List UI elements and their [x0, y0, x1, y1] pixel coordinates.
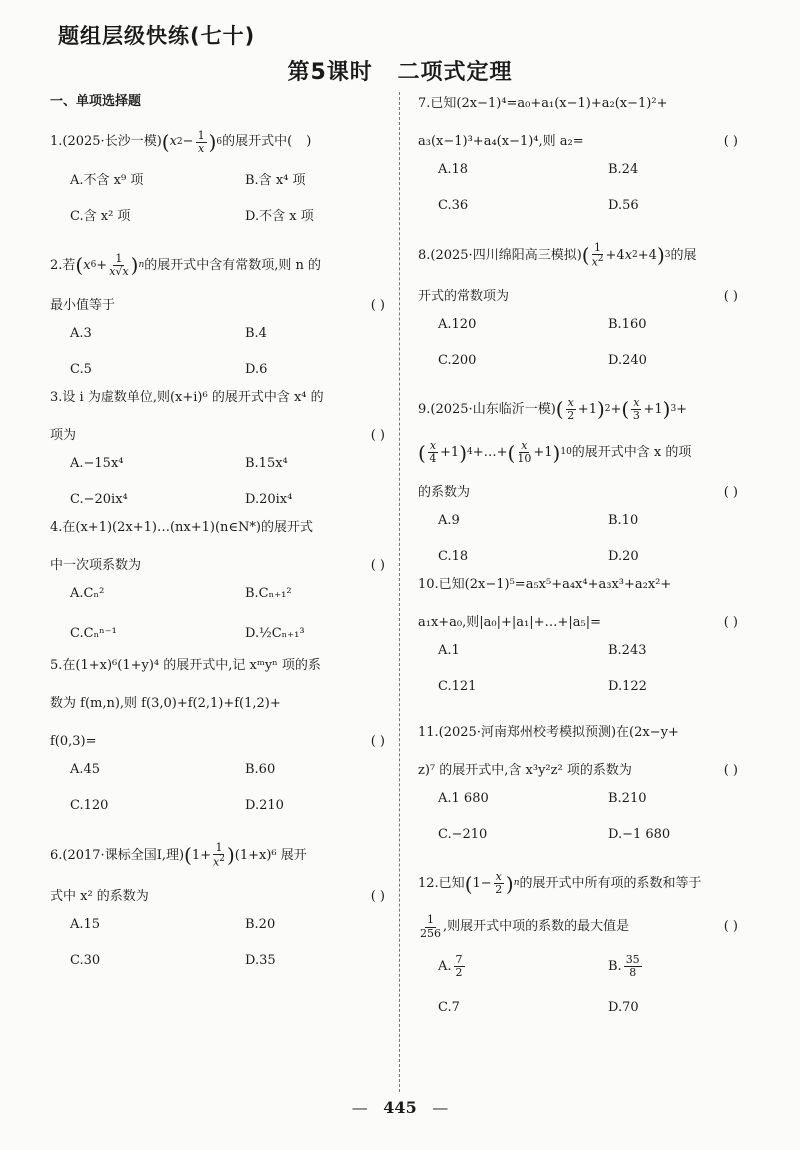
- left-column: [50, 94, 385, 979]
- q11-option-a[interactable]: A.1 680: [438, 791, 489, 807]
- q3-option-d[interactable]: D.20ix⁴: [245, 492, 293, 508]
- q10-option-d[interactable]: D.122: [608, 679, 647, 695]
- q9-option-c[interactable]: C.18: [438, 549, 469, 565]
- lesson-title: [0, 55, 800, 86]
- q10-option-b[interactable]: B.243: [608, 643, 647, 659]
- question-9: 9.(2025·山东临沂一模) ( $\frac{x}{2}$ +1 ) 2 + ( $\frac{x}{3}$ +1 ) 3 + ( $\frac{x}{4}$ +1 ) 4 +…+ ( $\frac{x}{10}$ +1 ) 10 的展开式中含 x 的项 的系数为 ( ) A.9 B.10 C.18 D.20: [418, 397, 738, 575]
- q7-option-a[interactable]: A.18: [438, 162, 469, 178]
- q7-option-d[interactable]: D.56: [608, 198, 639, 214]
- q8-option-a[interactable]: A.120: [438, 317, 477, 333]
- question-5: 5.在(1+x)⁶(1+y)⁴ 的展开式中,记 xᵐyⁿ 项的系 数为 f(m,n),则 f(3,0)+f(2,1)+f(1,2)+ f(0,3)= ( ) A.45 B.60 C.120 D.210: [50, 656, 385, 824]
- q4-option-d[interactable]: D.½Cₙ₊₁³: [245, 626, 305, 642]
- q4-option-a[interactable]: A.Cₙ²: [70, 586, 105, 602]
- section-heading: 一、单项选择题: [50, 94, 142, 109]
- page-header-series: 题组层级快练(七十): [58, 24, 256, 48]
- q10-option-a[interactable]: A.1: [438, 643, 460, 659]
- q4-option-b[interactable]: B.Cₙ₊₁²: [245, 586, 292, 602]
- q1-option-a[interactable]: A.不含 x⁹ 项: [70, 172, 144, 188]
- q6-option-b[interactable]: B.20: [245, 917, 276, 933]
- q11-option-d[interactable]: D.−1 680: [608, 827, 671, 843]
- question-4: 4.在(x+1)(2x+1)…(nx+1)(n∈N*)的展开式 中一次项系数为 ( ) A.Cₙ² B.Cₙ₊₁² C.Cₙⁿ⁻¹ D.½Cₙ₊₁³: [50, 518, 385, 656]
- q1-option-c[interactable]: C.含 x² 项: [70, 208, 131, 224]
- question-1: 1.(2025·长沙一模) ( x 2 − $\frac{1}{x}$ ) 6 的展开式中( ) A.不含 x⁹ 项 B.含 x⁴ 项 C.含 x² 项 D.不含 x 项: [50, 130, 385, 235]
- question-3: 3.设 i 为虚数单位,则(x+i)⁶ 的展开式中含 x⁴ 的 项为 ( ) A.−15x⁴ B.15x⁴ C.−20ix⁴ D.20ix⁴: [50, 388, 385, 518]
- q5-option-a[interactable]: A.45: [70, 762, 101, 778]
- q5-option-b[interactable]: B.60: [245, 762, 276, 778]
- q8-option-b[interactable]: B.160: [608, 317, 647, 333]
- q12-option-a[interactable]: A. $\frac{7}{2}$: [438, 953, 463, 980]
- lesson-number: 第5课时: [287, 60, 373, 85]
- question-10: 10.已知(2x−1)⁵=a₅x⁵+a₄x⁴+a₃x³+a₂x²+ a₁x+a₀,则|a₀|+|a₁|+…+|a₅|= ( ) A.1 B.243 C.121 D.122: [418, 575, 738, 705]
- q6-option-a[interactable]: A.15: [70, 917, 101, 933]
- right-column: [418, 94, 738, 1026]
- q1-option-d[interactable]: D.不含 x 项: [245, 208, 314, 224]
- q5-option-c[interactable]: C.120: [70, 798, 109, 814]
- q11-option-b[interactable]: B.210: [608, 791, 647, 807]
- q8-option-c[interactable]: C.200: [438, 353, 477, 369]
- q1-option-b[interactable]: B.含 x⁴ 项: [245, 172, 306, 188]
- q2-option-a[interactable]: A.3: [70, 326, 92, 342]
- page-footer: — 445 —: [351, 1098, 449, 1117]
- q9-option-b[interactable]: B.10: [608, 513, 639, 529]
- q4-option-c[interactable]: C.Cₙⁿ⁻¹: [70, 626, 117, 642]
- q11-option-c[interactable]: C.−210: [438, 827, 488, 843]
- lesson-name: 二项式定理: [397, 60, 513, 85]
- q6-option-d[interactable]: D.35: [245, 953, 276, 969]
- question-2: 2.若 ( x 6 + $\frac{1}{x√x}$ ) n 的展开式中含有常数项,则 n 的 最小值等于 ( ) A.3 B.4 C.5 D.6: [50, 253, 385, 388]
- q7-option-b[interactable]: B.24: [608, 162, 639, 178]
- question-12: 12.已知 ( 1− $\frac{x}{2}$ ) n 的展开式中所有项的系数和等于 $\frac{1}{256}$ ,则展开式中项的系数的最大值是 ( ) A. $\frac{7}{2}$ B. $\frac{35}{8}$ C.7 D.70: [418, 871, 738, 1025]
- q3-option-a[interactable]: A.−15x⁴: [70, 456, 124, 472]
- q5-option-d[interactable]: D.210: [245, 798, 284, 814]
- question-11: 11.(2025·河南郑州校考模拟预测)在(2x−y+ z)⁷ 的展开式中,含 x³y²z² 项的系数为 ( ) A.1 680 B.210 C.−210 D.−1 680: [418, 723, 738, 853]
- q12-option-b[interactable]: B. $\frac{35}{8}$: [608, 953, 640, 980]
- q3-option-b[interactable]: B.15x⁴: [245, 456, 288, 472]
- q2-option-d[interactable]: D.6: [245, 362, 268, 378]
- q12-option-d[interactable]: D.70: [608, 999, 639, 1015]
- q12-option-c[interactable]: C.7: [438, 999, 460, 1015]
- q6-option-c[interactable]: C.30: [70, 953, 101, 969]
- q2-option-b[interactable]: B.4: [245, 326, 267, 342]
- q2-option-c[interactable]: C.5: [70, 362, 92, 378]
- q3-option-c[interactable]: C.−20ix⁴: [70, 492, 128, 508]
- question-7: 7.已知(2x−1)⁴=a₀+a₁(x−1)+a₂(x−1)²+ a₃(x−1)³+a₄(x−1)⁴,则 a₂= ( ) A.18 B.24 C.36 D.56: [418, 94, 738, 224]
- page-number: 445: [383, 1098, 417, 1117]
- q10-option-c[interactable]: C.121: [438, 679, 477, 695]
- question-6: 6.(2017·课标全国Ⅰ,理) ( 1+ $\frac{1}{x^2}$ ) (1+x)⁶ 展开 式中 x² 的系数为 ( ) A.15 B.20 C.30 D.35: [50, 842, 385, 979]
- q9-option-a[interactable]: A.9: [438, 513, 460, 529]
- q7-option-c[interactable]: C.36: [438, 198, 469, 214]
- column-divider: [399, 92, 400, 1092]
- q9-option-d[interactable]: D.20: [608, 549, 639, 565]
- question-8: 8.(2025·四川绵阳高三模拟) ( $\frac{1}{x^2}$ +4 x 2 +4 ) 3 的展 开式的常数项为 ( ) A.120 B.160 C.200 D.240: [418, 242, 738, 379]
- q8-option-d[interactable]: D.240: [608, 353, 647, 369]
